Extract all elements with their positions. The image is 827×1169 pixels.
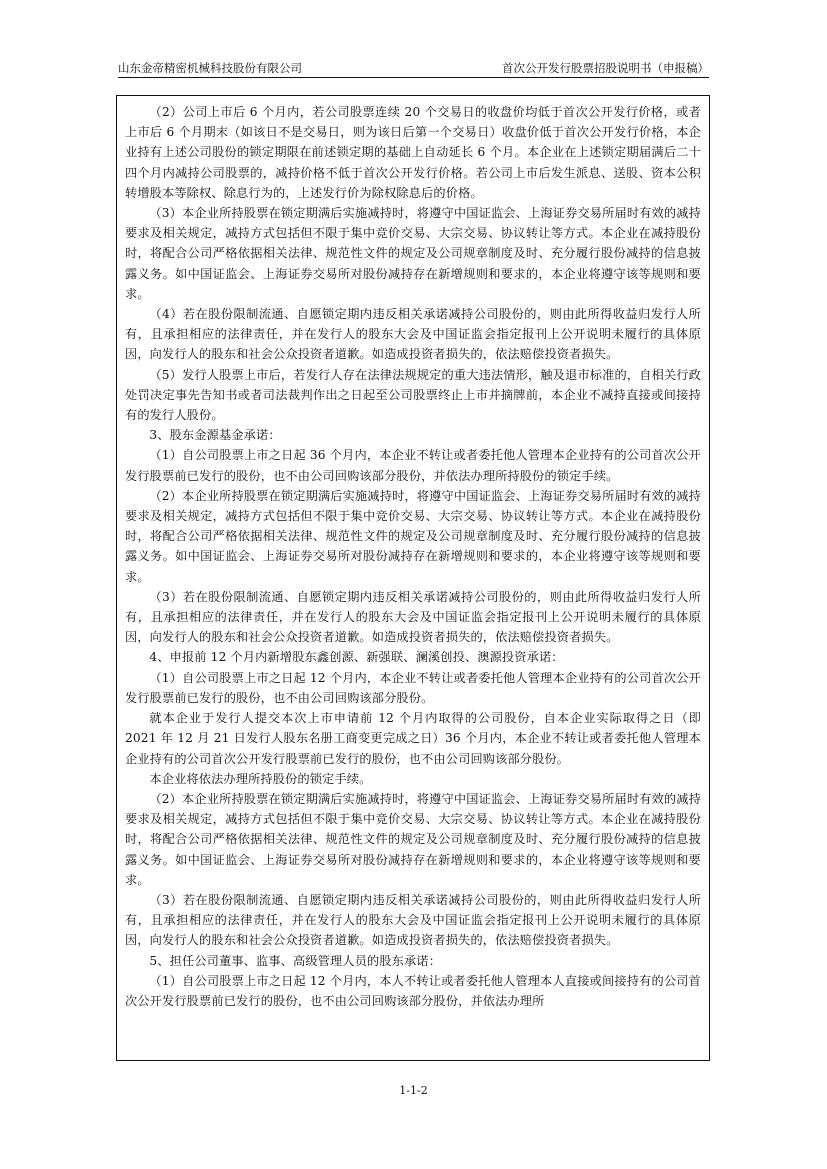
section-heading: 5、担任公司董事、监事、高级管理人员的股东承诺：	[149, 953, 442, 968]
section-heading: 4、申报前 12 个月内新增股东鑫创源、新强联、澜溪创投、澳源投资承诺：	[149, 650, 564, 665]
page-number: 1-1-2	[399, 1084, 428, 1097]
header-divider	[118, 77, 709, 78]
paragraph: 就本企业于发行人提交本次上市申请前 12 个月内取得的公司股份，自本企业实际取得之日（即 2021 年 12 月 21 日发行人股东名册工商变更完成之日）36 个月内，本企业不转让或者委托他人管理本企业持有的公司首次公开发行股票前已发行的股份，也不由公司回购该部分股份。	[125, 711, 701, 766]
section-heading: 3、股东金源基金承诺：	[149, 428, 281, 443]
paragraph: （1）自公司股票上市之日起 12 个月内，本企业不转让或者委托他人管理本企业持有的公司首次公开发行股票前已发行的股份，也不由公司回购该部分股份。	[125, 670, 701, 705]
paragraph: （5）发行人股票上市后，若发行人存在法律法规规定的重大违法情形，触及退市标准的，自相关行政处罚决定事先告知书或者司法裁判作出之日起至公司股票终止上市并摘牌前，本企业不减持直接或间接持有的发行人股份。	[125, 367, 701, 423]
paragraph: （2）本企业所持股票在锁定期满后实施减持时，将遵守中国证监会、上海证券交易所届时有效的减持要求及相关规定，减持方式包括但不限于集中竞价交易、大宗交易、协议转让等方式。本企业在减持股份时，将配合公司严格依据相关法律、规范性文件的规定及公司规章制度及时、充分履行股份减持的信息披露义务。如中国证监会、上海证券交易所对股份减持存在新增规则和要求的，本企业将遵守该等规则和要求。	[125, 488, 701, 584]
paragraph: 本企业将依法办理所持股份的锁定手续。	[149, 771, 372, 786]
header-document-title: 首次公开发行股票招股说明书（申报稿）	[502, 61, 709, 75]
paragraph: （3）若在股份限制流通、自愿锁定期内违反相关承诺减持公司股份的，则由此所得收益归发行人所有，且承担相应的法律责任，并在发行人的股东大会及中国证监会指定报刊上公开说明未履行的具体原因，向发行人的股东和社会公众投资者道歉。如造成投资者损失的，依法赔偿投资者损失。	[125, 589, 701, 645]
header-company-name: 山东金帝精密机械科技股份有限公司	[118, 61, 302, 75]
paragraph: （2）本企业所持股票在锁定期满后实施减持时，将遵守中国证监会、上海证券交易所届时有效的减持要求及相关规定，减持方式包括但不限于集中竞价交易、大宗交易、协议转让等方式。本企业在减持股份时，将配合公司严格依据相关法律、规范性文件的规定及公司规章制度及时、充分履行股份减持的信息披露义务。如中国证监会、上海证券交易所对股份减持存在新增规则和要求的，本企业将遵守该等规则和要求。	[125, 791, 701, 887]
paragraph: （2）公司上市后 6 个月内，若公司股票连续 20 个交易日的收盘价均低于首次公开发行价格，或者上市后 6 个月期末（如该日不是交易日，则为该日后第一个交易日）收盘价低于首次公开发行价格，本企业持有上述公司股份的锁定期限在前述锁定期的基础上自动延长 6 个月。本企业在上述锁定期届满后二十四个月内减持公司股票的，减持价格不低于首次公开发行价格。若公司上市后发生派息、送股、资本公积转增股本等除权、除息行为的，上述发行价为除权除息后的价格。	[125, 105, 701, 200]
paragraph: （1）自公司股票上市之日起 36 个月内，本企业不转让或者委托他人管理本企业持有的公司首次公开发行股票前已发行的股份，也不由公司回购该部分股份，并依法办理所持股份的锁定手续。	[125, 448, 701, 483]
paragraph: （3）本企业所持股票在锁定期满后实施减持时，将遵守中国证监会、上海证券交易所届时有效的减持要求及相关规定，减持方式包括但不限于集中竞价交易、大宗交易、协议转让等方式。本企业在减持股份时，将配合公司严格依据相关法律、规范性文件的规定及公司规章制度及时、充分履行股份减持的信息披露义务。如中国证监会、上海证券交易所对股份减持存在新增规则和要求的，本企业将遵守该等规则和要求。	[125, 206, 701, 301]
page-header	[118, 58, 709, 76]
commitment-text-box	[116, 95, 710, 1061]
paragraph: （1）自公司股票上市之日起 12 个月内，本人不转让或者委托他人管理本人直接或间接持有的公司首次公开发行股票前已发行的股份，也不由公司回购该部分股份，并依法办理所	[125, 973, 701, 1008]
paragraph: （4）若在股份限制流通、自愿锁定期内违反相关承诺减持公司股份的，则由此所得收益归发行人所有，且承担相应的法律责任，并在发行人的股东大会及中国证监会指定报刊上公开说明未履行的具体原因，向发行人的股东和社会公众投资者道歉。如造成投资者损失的，依法赔偿投资者损失。	[125, 307, 701, 362]
paragraph: （3）若在股份限制流通、自愿锁定期内违反相关承诺减持公司股份的，则由此所得收益归发行人所有，且承担相应的法律责任，并在发行人的股东大会及中国证监会指定报刊上公开说明未履行的具体原因，向发行人的股东和社会公众投资者道歉。如造成投资者损失的，依法赔偿投资者损失。	[125, 892, 701, 948]
